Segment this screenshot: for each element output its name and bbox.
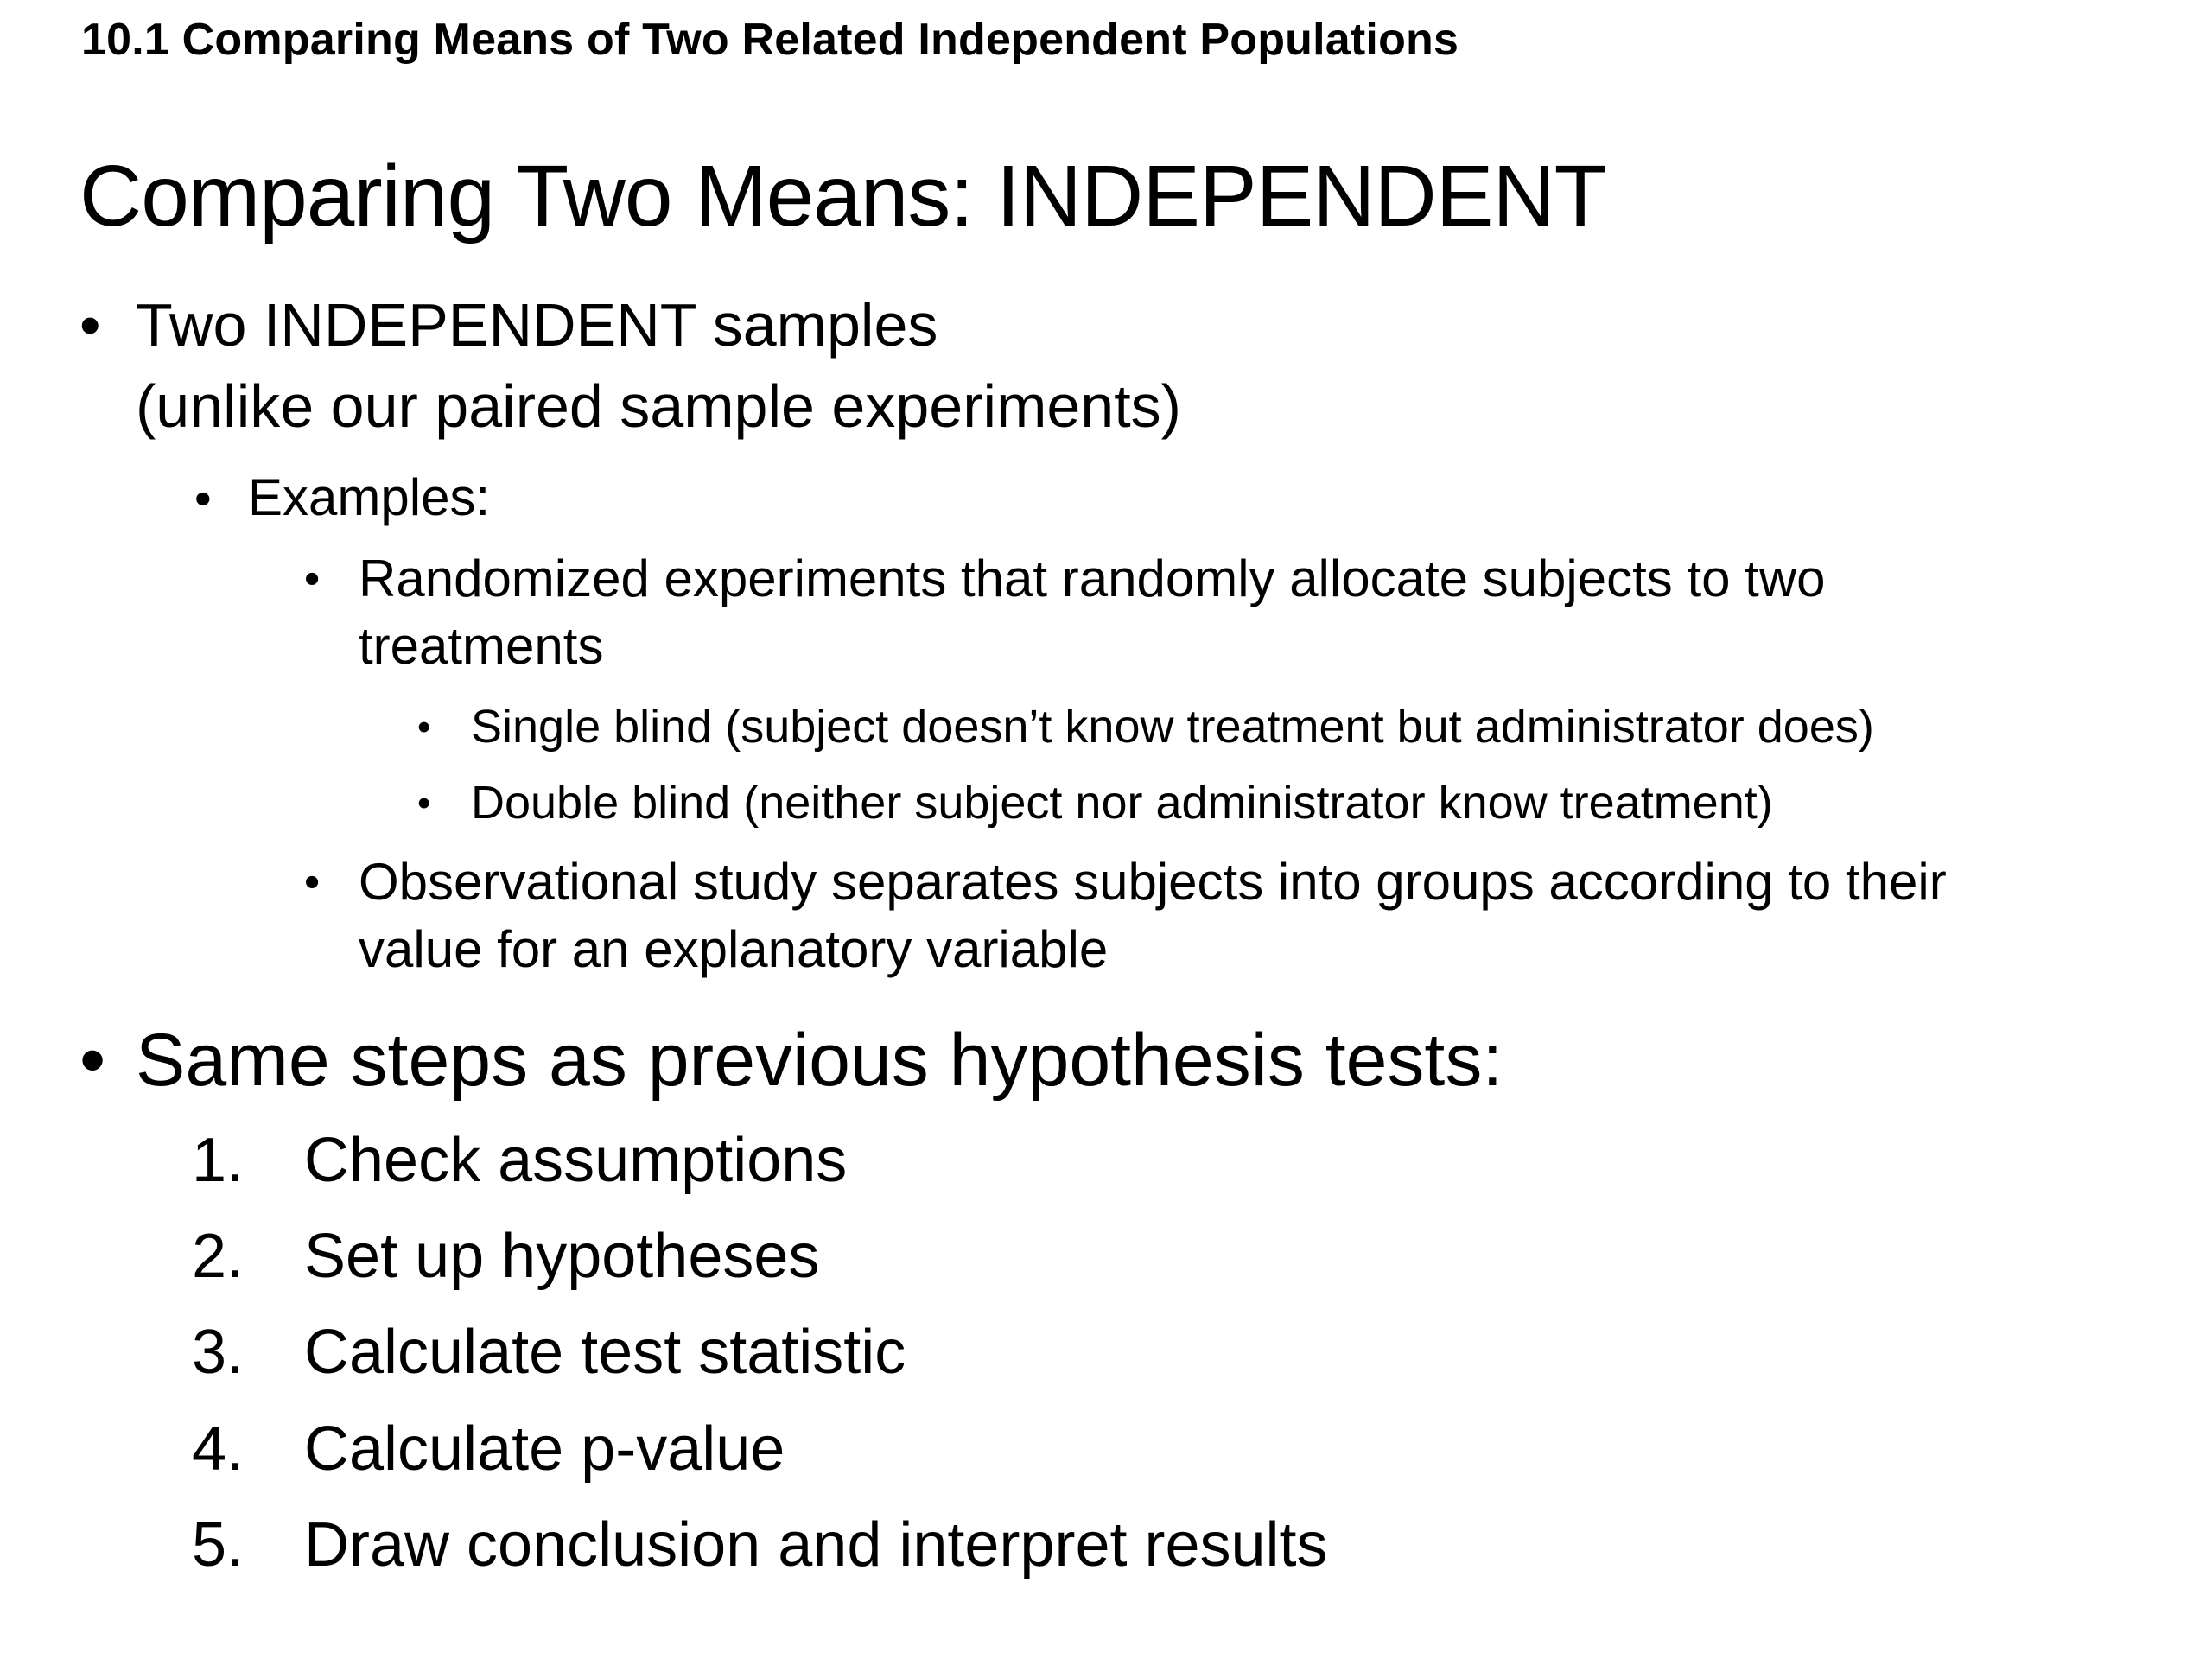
bullet-dot: • bbox=[417, 782, 431, 824]
bullet-double-blind: Double blind (neither subject nor administrator know treatment) bbox=[471, 777, 1773, 829]
step-text: Set up hypotheses bbox=[304, 1222, 820, 1291]
step-text: Calculate p-value bbox=[304, 1414, 785, 1484]
bullet-single-blind: Single blind (subject doesn’t know treatment but administrator does) bbox=[471, 701, 1874, 753]
bullet-same-steps: Same steps as previous hypothesis tests: bbox=[136, 1019, 1503, 1102]
section-header: 10.1 Comparing Means of Two Related Independent Populations bbox=[81, 15, 1459, 65]
step-text: Calculate test statistic bbox=[304, 1318, 906, 1387]
step-number: 2. bbox=[192, 1222, 245, 1291]
bullet-dot: • bbox=[79, 1019, 106, 1102]
step-number: 5. bbox=[192, 1510, 245, 1580]
bullet-independent-samples: Two INDEPENDENT samples bbox=[136, 291, 938, 359]
step-number: 3. bbox=[192, 1318, 245, 1387]
bullet-dot: • bbox=[79, 291, 101, 359]
bullet-dot: • bbox=[194, 471, 212, 525]
bullet-dot: • bbox=[304, 857, 321, 907]
step-number: 1. bbox=[192, 1126, 245, 1195]
slide-title: Comparing Two Means: INDEPENDENT bbox=[79, 148, 1606, 245]
bullet-randomized-cont: treatments bbox=[359, 617, 604, 675]
bullet-observational-cont: value for an explanatory variable bbox=[359, 920, 1109, 978]
bullet-observational: Observational study separates subjects into groups according to their bbox=[359, 853, 1947, 911]
step-text: Draw conclusion and interpret results bbox=[304, 1510, 1328, 1580]
step-number: 4. bbox=[192, 1414, 245, 1484]
bullet-examples: Examples: bbox=[248, 468, 491, 526]
bullet-independent-samples-note: (unlike our paired sample experiments) bbox=[136, 372, 1181, 440]
bullet-dot: • bbox=[304, 554, 321, 604]
bullet-dot: • bbox=[417, 706, 431, 748]
bullet-randomized: Randomized experiments that randomly allocate subjects to two bbox=[359, 550, 1826, 607]
step-text: Check assumptions bbox=[304, 1126, 848, 1195]
